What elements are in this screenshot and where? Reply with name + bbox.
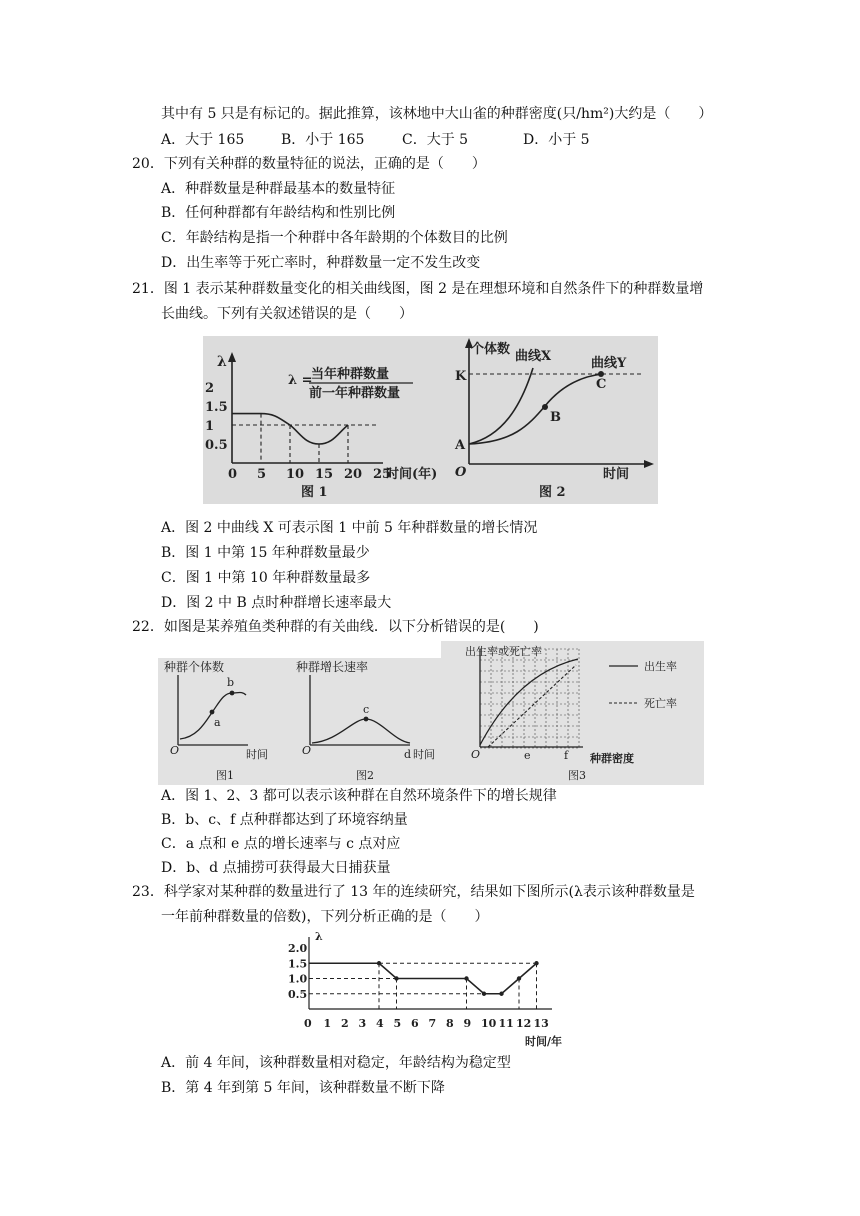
q19-option-d: D．小于 5 xyxy=(523,132,590,148)
q19-option-c: C．大于 5 xyxy=(402,132,469,148)
fig1-y-label: λ xyxy=(217,354,227,370)
q22-fig2-origin: O xyxy=(302,744,312,757)
q22-fig1-point-b xyxy=(230,691,235,696)
q23-data-point xyxy=(464,976,468,980)
q23-figure xyxy=(288,925,570,1051)
fig1-y-tick-label: 2 xyxy=(205,381,215,396)
fig1-x-tick-label: 15 xyxy=(315,467,334,482)
q23-data-point xyxy=(517,976,521,980)
q22-option-b: B．b、c、f 点种群都达到了环境容纳量 xyxy=(161,812,408,828)
q21-stem-line2: 长曲线。下列有关叙述错误的是（ ） xyxy=(161,306,413,322)
q23-x-tick-label: 5 xyxy=(393,1017,402,1030)
q23-data-point xyxy=(482,992,486,996)
q23-y-tick-label: 1.5 xyxy=(288,957,308,971)
q20-option-b: B．任何种群都有年龄结构和性别比例 xyxy=(161,205,396,221)
q22-fig1-origin: O xyxy=(170,744,180,757)
q23-data-point xyxy=(394,976,398,980)
q23-y-tick-label: 1.0 xyxy=(288,972,308,986)
fig2-caption: 图 2 xyxy=(539,485,566,500)
q22-fig3-e-label: e xyxy=(524,749,531,762)
q22-option-c: C．a 点和 e 点的增长速率与 c 点对应 xyxy=(161,836,401,852)
q21-figure xyxy=(203,336,658,504)
q21-option-b: B．图 1 中第 15 年种群数量最少 xyxy=(161,545,370,561)
q21-option-d: D．图 2 中 B 点时种群增长速率最大 xyxy=(161,595,392,611)
fig1-x-tick-label: 20 xyxy=(344,467,363,482)
fig1-y-tick-label: 0.5 xyxy=(205,438,228,453)
q22-fig1-x-label: 时间 xyxy=(246,748,268,761)
q23-stem-line2: 一年前种群数量的倍数)，下列分析正确的是（ ） xyxy=(161,909,489,925)
q23-x-tick-label: 4 xyxy=(376,1017,384,1030)
q22-figure xyxy=(158,641,704,785)
q22-fig1-y-label: 种群个体数 xyxy=(164,660,225,674)
q20-option-a: A．种群数量是种群最基本的数量特征 xyxy=(161,181,396,197)
q22-legend-death-label: 死亡率 xyxy=(644,697,677,710)
fig1-y-tick-label: 1.5 xyxy=(205,400,228,415)
q22-fig1-a-label: a xyxy=(214,716,221,729)
q23-x-tick-label: 11 xyxy=(498,1017,514,1030)
q22-fig2-y-label: 种群增长速率 xyxy=(296,660,369,674)
fig2-k-label: K xyxy=(455,369,467,384)
q20-option-c: C．年龄结构是指一个种群中各年龄期的个体数目的比例 xyxy=(161,230,508,246)
q21-stem-line1: 21．图 1 表示某种群数量变化的相关曲线图，图 2 是在理想环境和自然条件下的种群数量增 xyxy=(132,281,704,297)
q22-fig3-origin: O xyxy=(471,748,481,761)
q22-option-a: A．图 1、2、3 都可以表示该种群在自然环境条件下的增长规律 xyxy=(161,788,557,804)
q23-x-tick-label: 7 xyxy=(428,1017,437,1030)
fig1-x-tick-label: 25 xyxy=(373,467,392,482)
q22-option-d: D．b、d 点捕捞可获得最大日捕获量 xyxy=(161,860,391,876)
q23-lambda-line xyxy=(309,963,537,994)
q22-fig2-x-label: 时间 xyxy=(413,748,435,761)
q23-x-tick-label: 6 xyxy=(411,1017,419,1030)
fig2-b-label: B xyxy=(550,410,561,425)
q23-x-tick-label: 2 xyxy=(341,1017,349,1030)
q19-option-a: A．大于 165 xyxy=(161,132,245,148)
q23-option-b: B．第 4 年到第 5 年间，该种群数量不断下降 xyxy=(161,1080,445,1096)
fig2-y-label: 个体数 xyxy=(471,342,511,357)
q23-x-unit: 时间/年 xyxy=(525,1035,563,1048)
fig2-a-label: A xyxy=(455,438,466,453)
q23-y-label: λ xyxy=(315,930,323,943)
q23-stem-line1: 23．科学家对某种群的数量进行了 13 年的连续研究，结果如下图所示(λ表示该种群数量是 xyxy=(132,884,695,900)
fig1-formula-numerator: 当年种群数量 xyxy=(311,367,390,382)
q23-x-tick-label: 8 xyxy=(446,1017,454,1030)
q23-x-tick-label: 1 xyxy=(323,1017,332,1030)
fig2-x-label: 时间 xyxy=(603,467,630,482)
q23-x-tick-label: 9 xyxy=(463,1017,472,1030)
q23-x-tick-label: 0 xyxy=(304,1017,312,1030)
q21-option-a: A．图 2 中曲线 X 可表示图 1 中前 5 年种群数量的增长情况 xyxy=(161,520,538,536)
q22-fig3-x-label: 种群密度 xyxy=(590,752,634,765)
q23-x-tick-label: 3 xyxy=(358,1017,367,1030)
q19-option-b: B．小于 165 xyxy=(281,132,365,148)
q22-fig1-point-a xyxy=(210,710,215,715)
fig2-curve-x-label: 曲线X xyxy=(515,349,552,364)
q22-stem: 22．如图是某养殖鱼类种群的有关曲线．以下分析错误的是( ) xyxy=(132,619,539,635)
q23-y-tick-label: 2.0 xyxy=(288,942,308,955)
fig1-x-unit: 时间(年) xyxy=(386,467,438,482)
q22-fig2-caption: 图2 xyxy=(356,769,374,782)
q23-data-point xyxy=(377,961,381,965)
fig1-x-tick-label: 5 xyxy=(257,467,267,482)
q22-fig2-point-c xyxy=(364,717,369,722)
q22-legend-birth-label: 出生率 xyxy=(644,660,677,673)
q22-fig3-y-label: 出生率或死亡率 xyxy=(465,645,542,658)
fig1-caption: 图 1 xyxy=(301,485,328,500)
fig1-formula-lhs: λ = xyxy=(288,373,313,388)
q22-fig3-caption: 图3 xyxy=(568,769,586,782)
q22-fig1-caption: 图1 xyxy=(216,769,234,782)
fig1-formula-denominator: 前一年种群数量 xyxy=(309,386,401,401)
q23-x-tick-label: 13 xyxy=(533,1017,549,1030)
q21-option-c: C．图 1 中第 10 年种群数量最多 xyxy=(161,570,371,586)
q22-fig2-d-label: d xyxy=(404,748,412,761)
q23-option-a: A．前 4 年间，该种群数量相对稳定，年龄结构为稳定型 xyxy=(161,1055,511,1071)
q23-x-tick-label: 10 xyxy=(481,1017,497,1030)
q23-data-point xyxy=(499,992,503,996)
q22-fig3-f-label: f xyxy=(564,749,569,762)
q20-stem: 20．下列有关种群的数量特征的说法，正确的是（ ） xyxy=(132,156,486,172)
fig2-origin: O xyxy=(455,465,467,480)
q22-fig1-b-label: b xyxy=(227,676,235,689)
q20-option-d: D．出生率等于死亡率时，种群数量一定不发生改变 xyxy=(161,255,481,271)
fig1-x-tick-label: 10 xyxy=(286,467,305,482)
q23-x-tick-label: 12 xyxy=(516,1017,532,1030)
fig2-c-label: C xyxy=(596,377,607,392)
fig1-y-tick-label: 1 xyxy=(205,419,215,434)
q22-fig2-c-label: c xyxy=(363,703,370,716)
q23-y-tick-label: 0.5 xyxy=(288,987,308,1001)
fig2-curve-y-label: 曲线Y xyxy=(591,356,627,371)
q19-stem-continuation: 其中有 5 只是有标记的。据此推算，该林地中大山雀的种群密度(只/hm²)大约是（ ） xyxy=(161,106,713,122)
fig1-x-tick-label: 0 xyxy=(228,467,238,482)
q23-data-point xyxy=(534,961,538,965)
fig2-point-b xyxy=(542,404,548,410)
